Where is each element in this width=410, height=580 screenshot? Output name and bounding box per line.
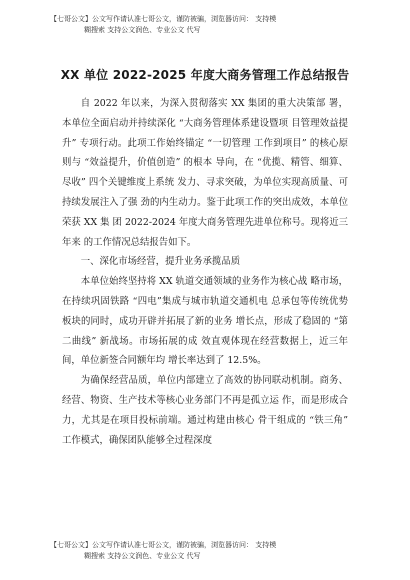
document-body (62, 94, 348, 450)
paragraph-market: 本单位始终坚持将 XX 轨道交通领域的业务作为核心战 略市场，在持续巩固铁路 “四电”集成与城市轨道交通机电 总承包等传统优势板块的同时，成功开辟并拓展了新的业务 增长点，形成了稳固的 “第二曲线” 新战场。市场拓展的成 效直观体现在经营数据上，近三年间，单位新签合同额年均 增长率达到了 12.5%。 (62, 276, 348, 367)
banner-line-2: 糊搜索 支持公文润色、专业公文 代写 (84, 552, 201, 560)
banner-line-2: 糊搜索 支持公文润色、专业公文 代写 (84, 26, 201, 34)
top-banner (50, 14, 370, 36)
section-heading-1: 一、深化市场经营，提升业务承揽品质 (80, 256, 241, 268)
banner-line-1: 【七哥公文】公文写作请认准七哥公文，谨防被骗，浏览器访问： 支持模 (50, 541, 277, 549)
banner-line-1: 【七哥公文】公文写作请认准七哥公文，谨防被骗，浏览器访问： 支持模 (50, 15, 277, 23)
bottom-banner (50, 540, 370, 562)
paragraph-intro: 自 2022 年以来，为深入贯彻落实 XX 集团的重大决策部 署，本单位全面启动并持续深化 “大商务管理体系建设暨项 目管理效益提升” 专项行动。此项工作始终锚定 “一切管理 工作到项目” 的核心原则与 “效益提升，价值创造” 的根本 导向，在 “优揽、精管、细算、尽收” 四个关键维度上系统 发力、寻求突破，为单位实现高质量、可持续发展注入了强 劲的内生动力。鉴于此项工作的突出成效，本单位荣获 XX 集 团 2022-2024 年度大商务管理先进单位称号。现将近三年来 的工作情况总结报告如下。 (62, 98, 348, 248)
document-title: XX 单位 2022-2025 年度大商务管理工作总结报告 (60, 68, 350, 82)
paragraph-quality: 为确保经营品质，单位内部建立了高效的协同联动机制。商务、经营、物资、生产技术等核心业务部门不再是孤立运 作，而是形成合力，尤其是在项目投标前端。通过构建由核心 骨干组成的 “铁三角” 工作模式，确保团队能够全过程深度 (62, 375, 348, 446)
